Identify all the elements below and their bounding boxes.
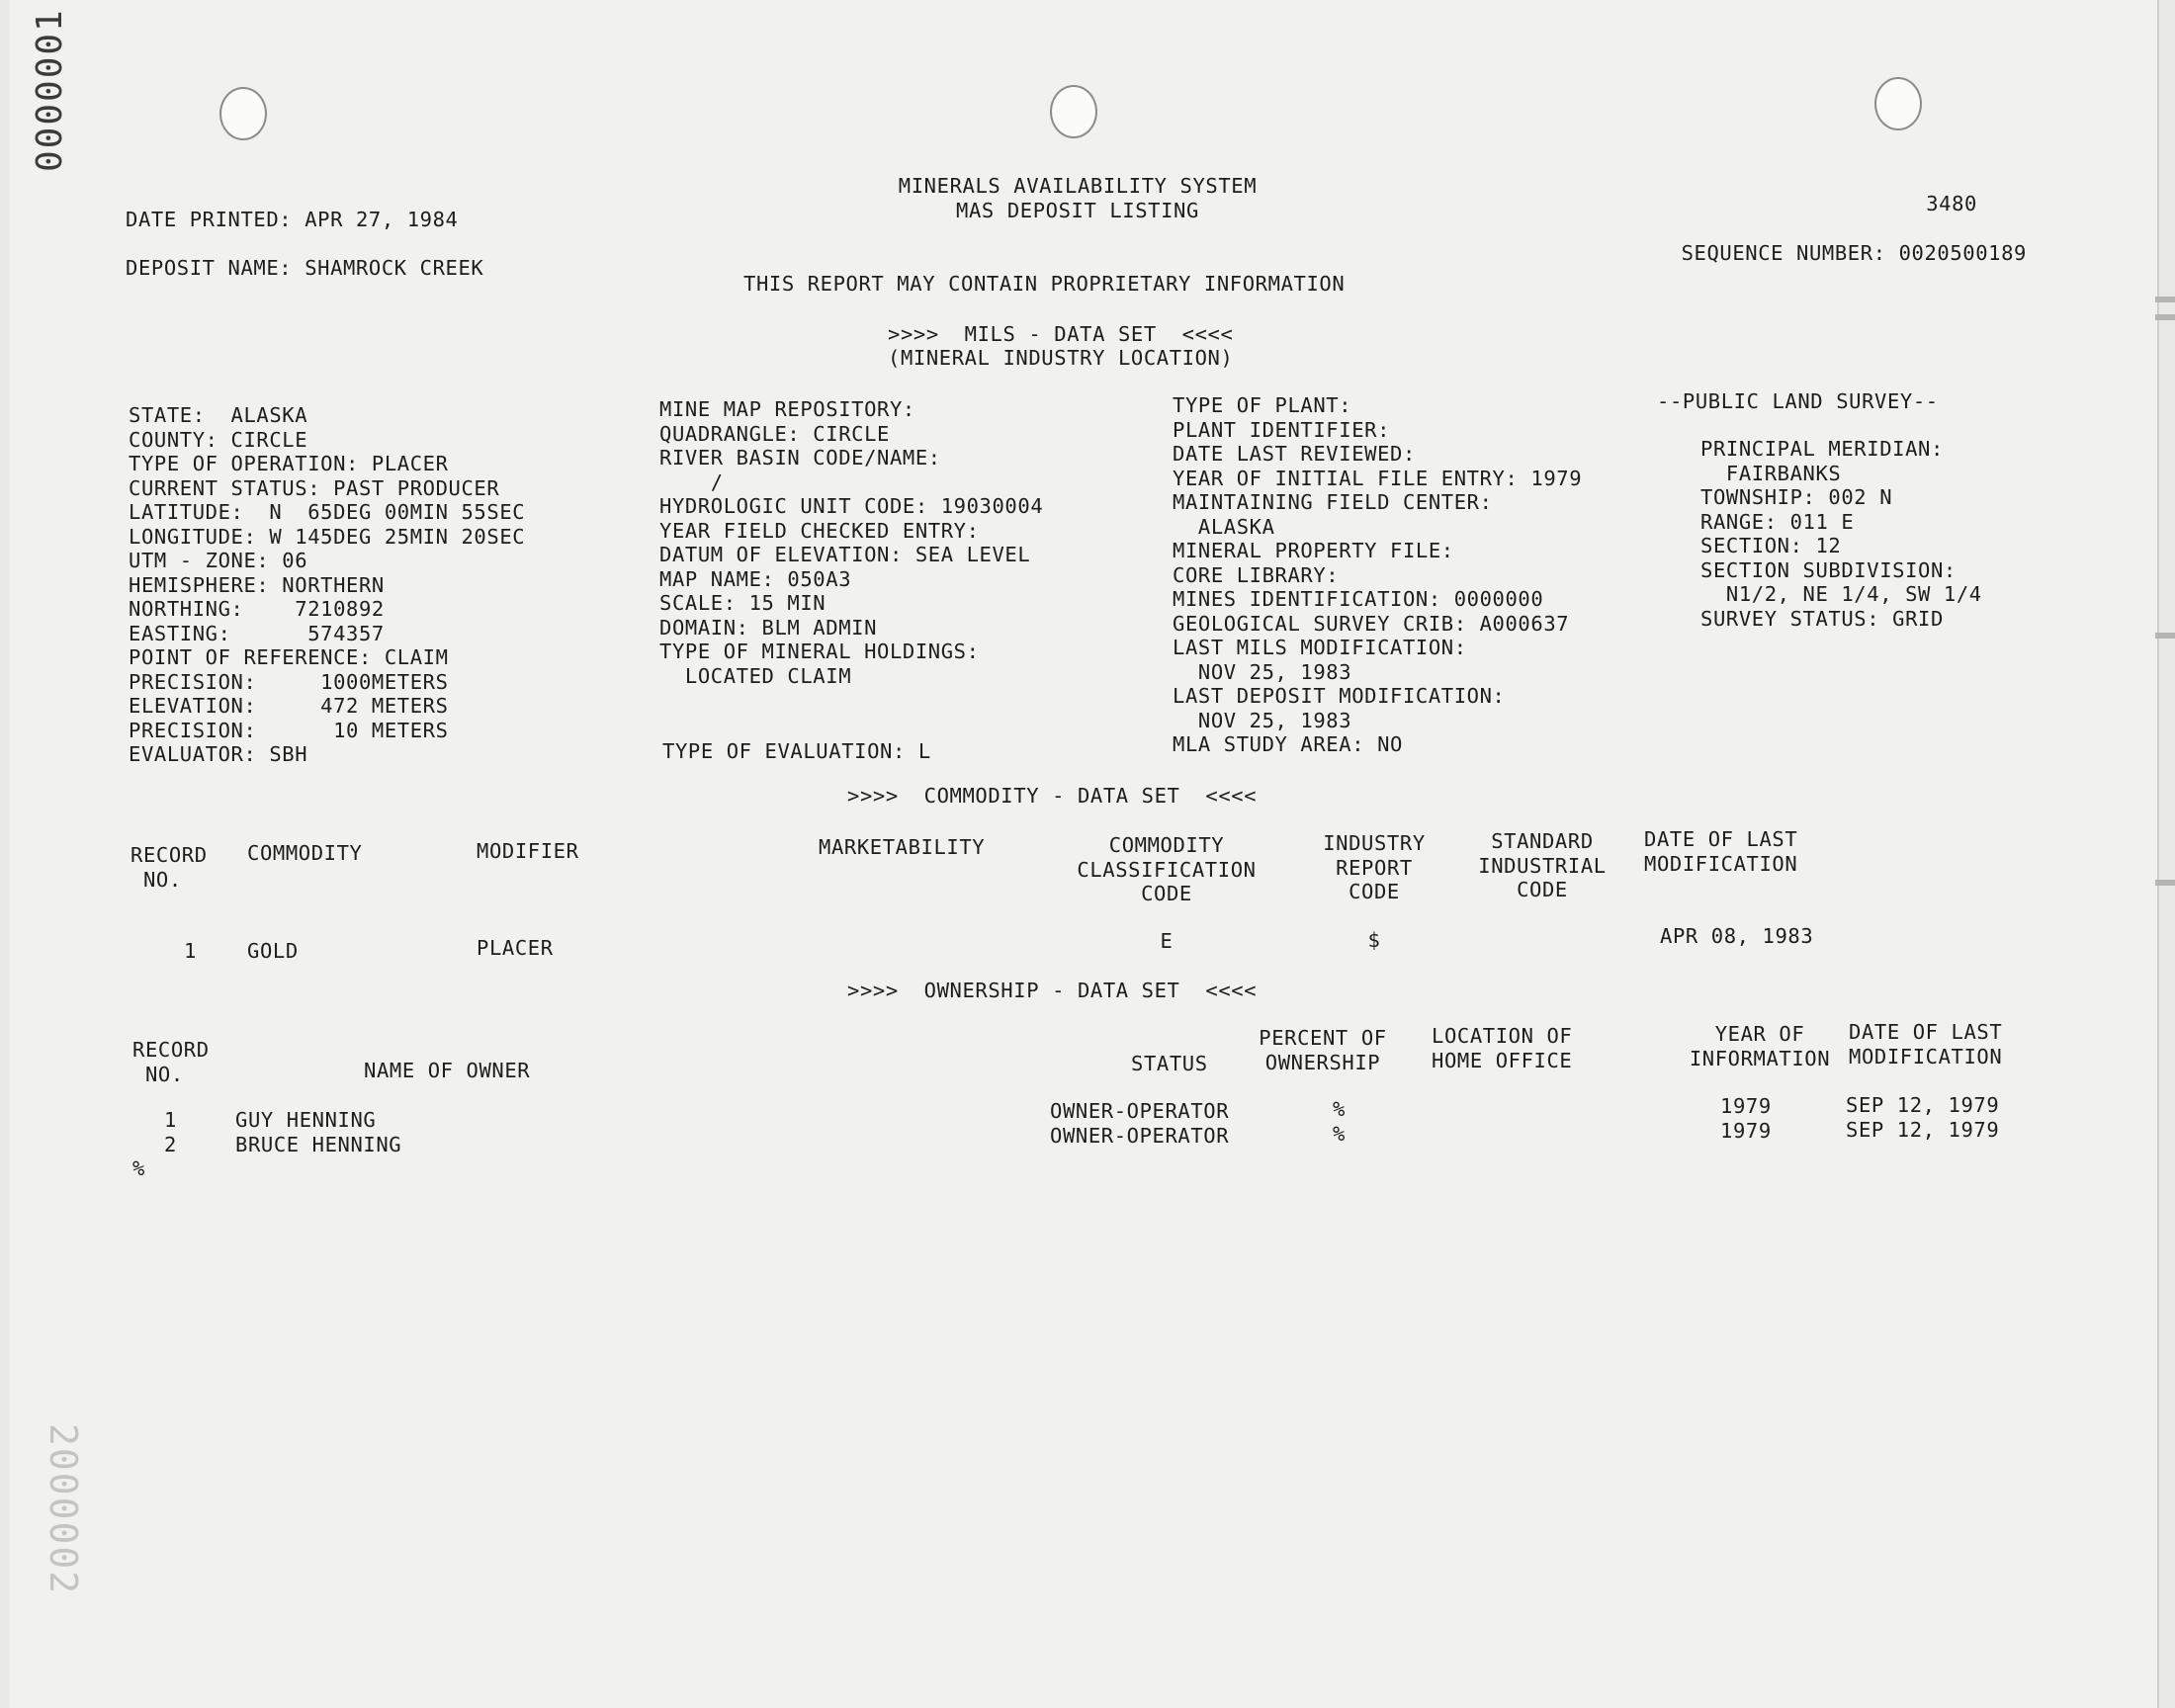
field-line: TOWNSHIP: 002 N: [1700, 485, 1893, 509]
field-line: PLANT IDENTIFIER:: [1173, 417, 1391, 442]
proprietary-notice: THIS REPORT MAY CONTAIN PROPRIETARY INFORMATION: [743, 272, 1346, 296]
field-line: HYDROLOGIC UNIT CODE: 19030004: [659, 494, 1044, 518]
date-printed: DATE PRINTED: APR 27, 1984: [126, 208, 459, 231]
field-line: RANGE: 011 E: [1700, 509, 1855, 534]
cell-year: 1979: [1720, 1119, 1772, 1143]
report-title: MINERALS AVAILABILITY SYSTEM: [898, 174, 1258, 198]
field-line: PRECISION: 1000METERS: [129, 669, 449, 694]
field-line: PRECISION: 10 METERS: [129, 718, 449, 742]
col-header-percent: PERCENT OF OWNERSHIP: [1259, 1026, 1387, 1074]
field-line: N1/2, NE 1/4, SW 1/4: [1700, 582, 1982, 606]
mils-section-title: >>>> MILS - DATA SET <<<<: [888, 322, 1234, 346]
field-line: LAST MILS MODIFICATION:: [1173, 636, 1467, 659]
end-marker: %: [132, 1156, 145, 1180]
cell-date: SEP 12, 1979: [1846, 1118, 2000, 1142]
col-header-modifier: MODIFIER: [477, 839, 579, 863]
field-line: EVALUATOR: SBH: [129, 742, 308, 766]
field-line: MAINTAINING FIELD CENTER:: [1173, 490, 1493, 514]
field-line: ALASKA: [1173, 514, 1275, 539]
col-header-marketability: MARKETABILITY: [819, 835, 986, 859]
report-subtitle: MAS DEPOSIT LISTING: [956, 199, 1199, 222]
field-line: LONGITUDE: W 145DEG 25MIN 20SEC: [129, 524, 526, 549]
col-header-standard: STANDARD INDUSTRIAL CODE: [1478, 829, 1607, 901]
field-line: QUADRANGLE: CIRCLE: [659, 421, 890, 446]
col-header-location: LOCATION OF HOME OFFICE: [1432, 1024, 1573, 1072]
page-number: 3480: [1926, 192, 1977, 215]
field-line: MLA STUDY AREA: NO: [1173, 732, 1403, 756]
cell-status: OWNER-OPERATOR: [1050, 1099, 1230, 1123]
col-header-name: NAME OF OWNER: [364, 1059, 531, 1082]
field-line: ELEVATION: 472 METERS: [129, 694, 449, 718]
col-header-classification: COMMODITY CLASSIFICATION CODE: [1077, 833, 1257, 905]
col-header-year: YEAR OF INFORMATION: [1689, 1022, 1831, 1070]
field-line: EASTING: 574357: [129, 621, 385, 645]
field-line: MINE MAP REPOSITORY:: [659, 397, 915, 421]
field-line: RIVER BASIN CODE/NAME:: [659, 446, 941, 470]
cell-owner-name: BRUCE HENNING: [235, 1133, 402, 1156]
cell-modifier: PLACER: [477, 936, 554, 960]
field-line: NOV 25, 1983: [1173, 659, 1352, 684]
field-line: PRINCIPAL MERIDIAN:: [1700, 437, 1944, 461]
cell-year: 1979: [1720, 1094, 1772, 1118]
field-line: STATE: ALASKA: [129, 403, 308, 427]
document-page: [10, 0, 2159, 1708]
scan-edge-mark: [2155, 314, 2175, 320]
deposit-name: DEPOSIT NAME: SHAMROCK CREEK: [126, 256, 484, 280]
field-line: POINT OF REFERENCE: CLAIM: [129, 645, 449, 669]
cell-industry: $: [1367, 928, 1381, 952]
field-line: NORTHING: 7210892: [129, 597, 385, 621]
field-line: LATITUDE: N 65DEG 00MIN 55SEC: [129, 500, 526, 524]
ownership-section-title: >>>> OWNERSHIP - DATA SET <<<<: [847, 979, 1258, 1002]
field-line: CURRENT STATUS: PAST PRODUCER: [129, 475, 500, 500]
field-line: CORE LIBRARY:: [1173, 562, 1340, 587]
field-line: UTM - ZONE: 06: [129, 549, 308, 572]
cell-record: 1: [184, 939, 197, 963]
field-line: FAIRBANKS: [1700, 461, 1842, 485]
sequence-number: SEQUENCE NUMBER: 0020500189: [1681, 241, 2027, 265]
field-line: LAST DEPOSIT MODIFICATION:: [1173, 684, 1506, 708]
col-header-commodity: COMMODITY: [247, 841, 363, 865]
col-header-status: STATUS: [1131, 1052, 1208, 1075]
cell-percent: %: [1333, 1122, 1346, 1146]
cell-date: SEP 12, 1979: [1846, 1093, 2000, 1117]
punch-hole: [219, 87, 267, 140]
faint-id-stamp: 2000002: [42, 1423, 85, 1596]
col-header-record: RECORD NO.: [132, 1038, 210, 1086]
field-line: DATUM OF ELEVATION: SEA LEVEL: [659, 543, 1031, 566]
cell-date: APR 08, 1983: [1660, 924, 1814, 948]
field-line: TYPE OF OPERATION: PLACER: [129, 452, 449, 475]
field-line: TYPE OF EVALUATION: L: [662, 739, 931, 763]
field-line: HEMISPHERE: NORTHERN: [129, 572, 385, 597]
field-line: DOMAIN: BLM ADMIN: [659, 615, 878, 640]
punch-hole: [1050, 85, 1097, 138]
scan-edge-mark: [2155, 297, 2175, 302]
field-line: MINES IDENTIFICATION: 0000000: [1173, 587, 1544, 611]
commodity-section-title: >>>> COMMODITY - DATA SET <<<<: [847, 784, 1258, 808]
field-line: MAP NAME: 050A3: [659, 566, 852, 591]
scan-edge-mark: [2155, 880, 2175, 886]
document-id-stamp: 0000001: [30, 8, 70, 172]
cell-owner-name: GUY HENNING: [235, 1108, 377, 1132]
scan-edge-mark: [2155, 633, 2175, 639]
cell-record: 1: [164, 1108, 177, 1132]
cell-percent: %: [1333, 1097, 1346, 1121]
cell-commodity: GOLD: [247, 939, 299, 963]
field-line: SECTION: 12: [1700, 534, 1842, 557]
plss-title: --PUBLIC LAND SURVEY--: [1657, 389, 1939, 413]
cell-status: OWNER-OPERATOR: [1050, 1124, 1230, 1148]
field-line: DATE LAST REVIEWED:: [1173, 442, 1416, 466]
punch-hole: [1874, 77, 1922, 130]
field-line: TYPE OF PLANT:: [1173, 393, 1352, 417]
field-line: SCALE: 15 MIN: [659, 591, 826, 615]
field-line: NOV 25, 1983: [1173, 708, 1352, 732]
field-line: GEOLOGICAL SURVEY CRIB: A000637: [1173, 611, 1570, 636]
field-line: TYPE OF MINERAL HOLDINGS:: [659, 640, 980, 663]
field-line: MINERAL PROPERTY FILE:: [1173, 539, 1454, 562]
col-header-date: DATE OF LAST MODIFICATION: [1849, 1020, 2003, 1068]
field-line: SURVEY STATUS: GRID: [1700, 606, 1944, 631]
field-line: COUNTY: CIRCLE: [129, 427, 308, 452]
field-line: /: [659, 470, 724, 494]
field-line: YEAR OF INITIAL FILE ENTRY: 1979: [1173, 466, 1583, 490]
col-header-industry: INDUSTRY REPORT CODE: [1323, 831, 1426, 903]
cell-record: 2: [164, 1133, 177, 1156]
cell-classification: E: [1160, 929, 1174, 953]
col-header-record: RECORD NO.: [130, 843, 208, 892]
field-line: LOCATED CLAIM: [659, 663, 852, 688]
col-header-date: DATE OF LAST MODIFICATION: [1644, 827, 1798, 876]
mils-section-subtitle: (MINERAL INDUSTRY LOCATION): [888, 346, 1234, 370]
field-line: YEAR FIELD CHECKED ENTRY:: [659, 518, 980, 543]
field-line: SECTION SUBDIVISION:: [1700, 557, 1957, 582]
